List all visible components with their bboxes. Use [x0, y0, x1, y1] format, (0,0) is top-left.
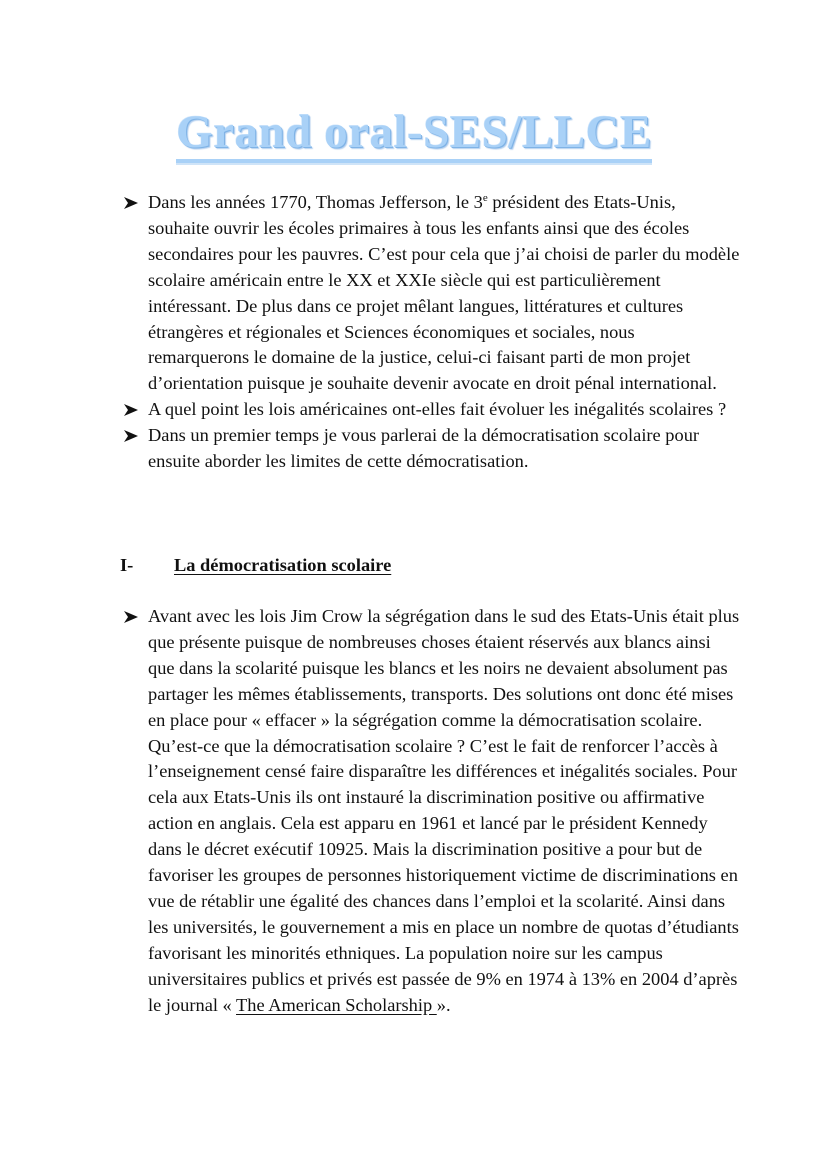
bullet-text-part: Dans les années 1770, Thomas Jefferson, le 3 — [148, 192, 483, 212]
section-1-bullet-list — [120, 604, 740, 1019]
list-item — [120, 397, 740, 423]
arrowhead-bullet-icon — [124, 430, 138, 442]
bullet-text-part: président des Etats-Unis, souhaite ouvrir les écoles primaires à tous les enfants ainsi que des écoles secondaires pour les pauvres. C’est pour cela que j’ai choisi de parler du modèle scolaire américain entre le XX et XXIe siècle qui est particulièrement intéressant. De plus dans ce projet mêlant langues, littératures et cultures étrangères et régionales et Sciences économiques et sociales, nous remarquerons le domaine de la justice, celui-ci faisant parti de mon projet d’orientation puisque je souhaite devenir avocate en droit pénal international. — [148, 192, 740, 394]
title-container — [0, 106, 828, 163]
arrowhead-bullet-icon — [124, 197, 138, 209]
bullet-text: Dans un premier temps je vous parlerai de la démocratisation scolaire pour ensuite aborder les limites de cette démocratisation. — [148, 425, 700, 472]
section-number: I- — [120, 555, 134, 575]
bullet-text-end: ». — [436, 994, 451, 1015]
list-item — [120, 190, 740, 397]
section-heading — [120, 552, 391, 578]
bullet-text: Avant avec les lois Jim Crow la ségrégation dans le sud des Etats-Unis était plus que présente puisque de nombreuses choses étaient réservés aux blancs ainsi que dans la scolarité puisque les blancs et les noirs ne devaient absolument pas partager les mêmes établissements, transports. Des solutions ont donc été mises en place pour « effacer » la ségrégation comme la démocratisation scolaire. Qu’est-ce que la démocratisation scolaire ? C’est le fait de renforcer l’accès à l’enseignement censé faire disparaître les différences et inégalités sociales. Pour cela aux Etats-Unis ils ont instauré la discrimination positive ou affirmative action en anglais. Cela est apparu en 1961 et lancé par le président Kennedy dans le décret exécutif 10925. Mais la discrimination positive a pour but de favoriser les groupes de personnes historiquement victime de discriminations en vue de rétablir une égalité des chances dans l’emploi et la scolarité. Ainsi dans les universités, le gouvernement a mis en place un nombre de quotas d’étudiants favorisant les minorités ethniques. La population noire sur les campus universitaires publics et privés est passée de 9% en 1974 à 13% en 2004 d’après le journal « — [148, 606, 740, 1015]
list-item — [120, 604, 740, 1019]
section-title: La démocratisation scolaire — [174, 555, 392, 575]
arrowhead-bullet-icon — [124, 611, 138, 623]
list-item — [120, 423, 740, 475]
intro-bullet-list — [120, 190, 740, 475]
superscript: e — [482, 191, 488, 204]
arrowhead-bullet-icon — [124, 404, 138, 416]
journal-title-underlined: The American Scholarship — [236, 994, 437, 1015]
page-title: Grand oral-SES/LLCE — [176, 106, 652, 163]
bullet-text: A quel point les lois américaines ont-elles fait évoluer les inégalités scolaires ? — [148, 399, 727, 420]
